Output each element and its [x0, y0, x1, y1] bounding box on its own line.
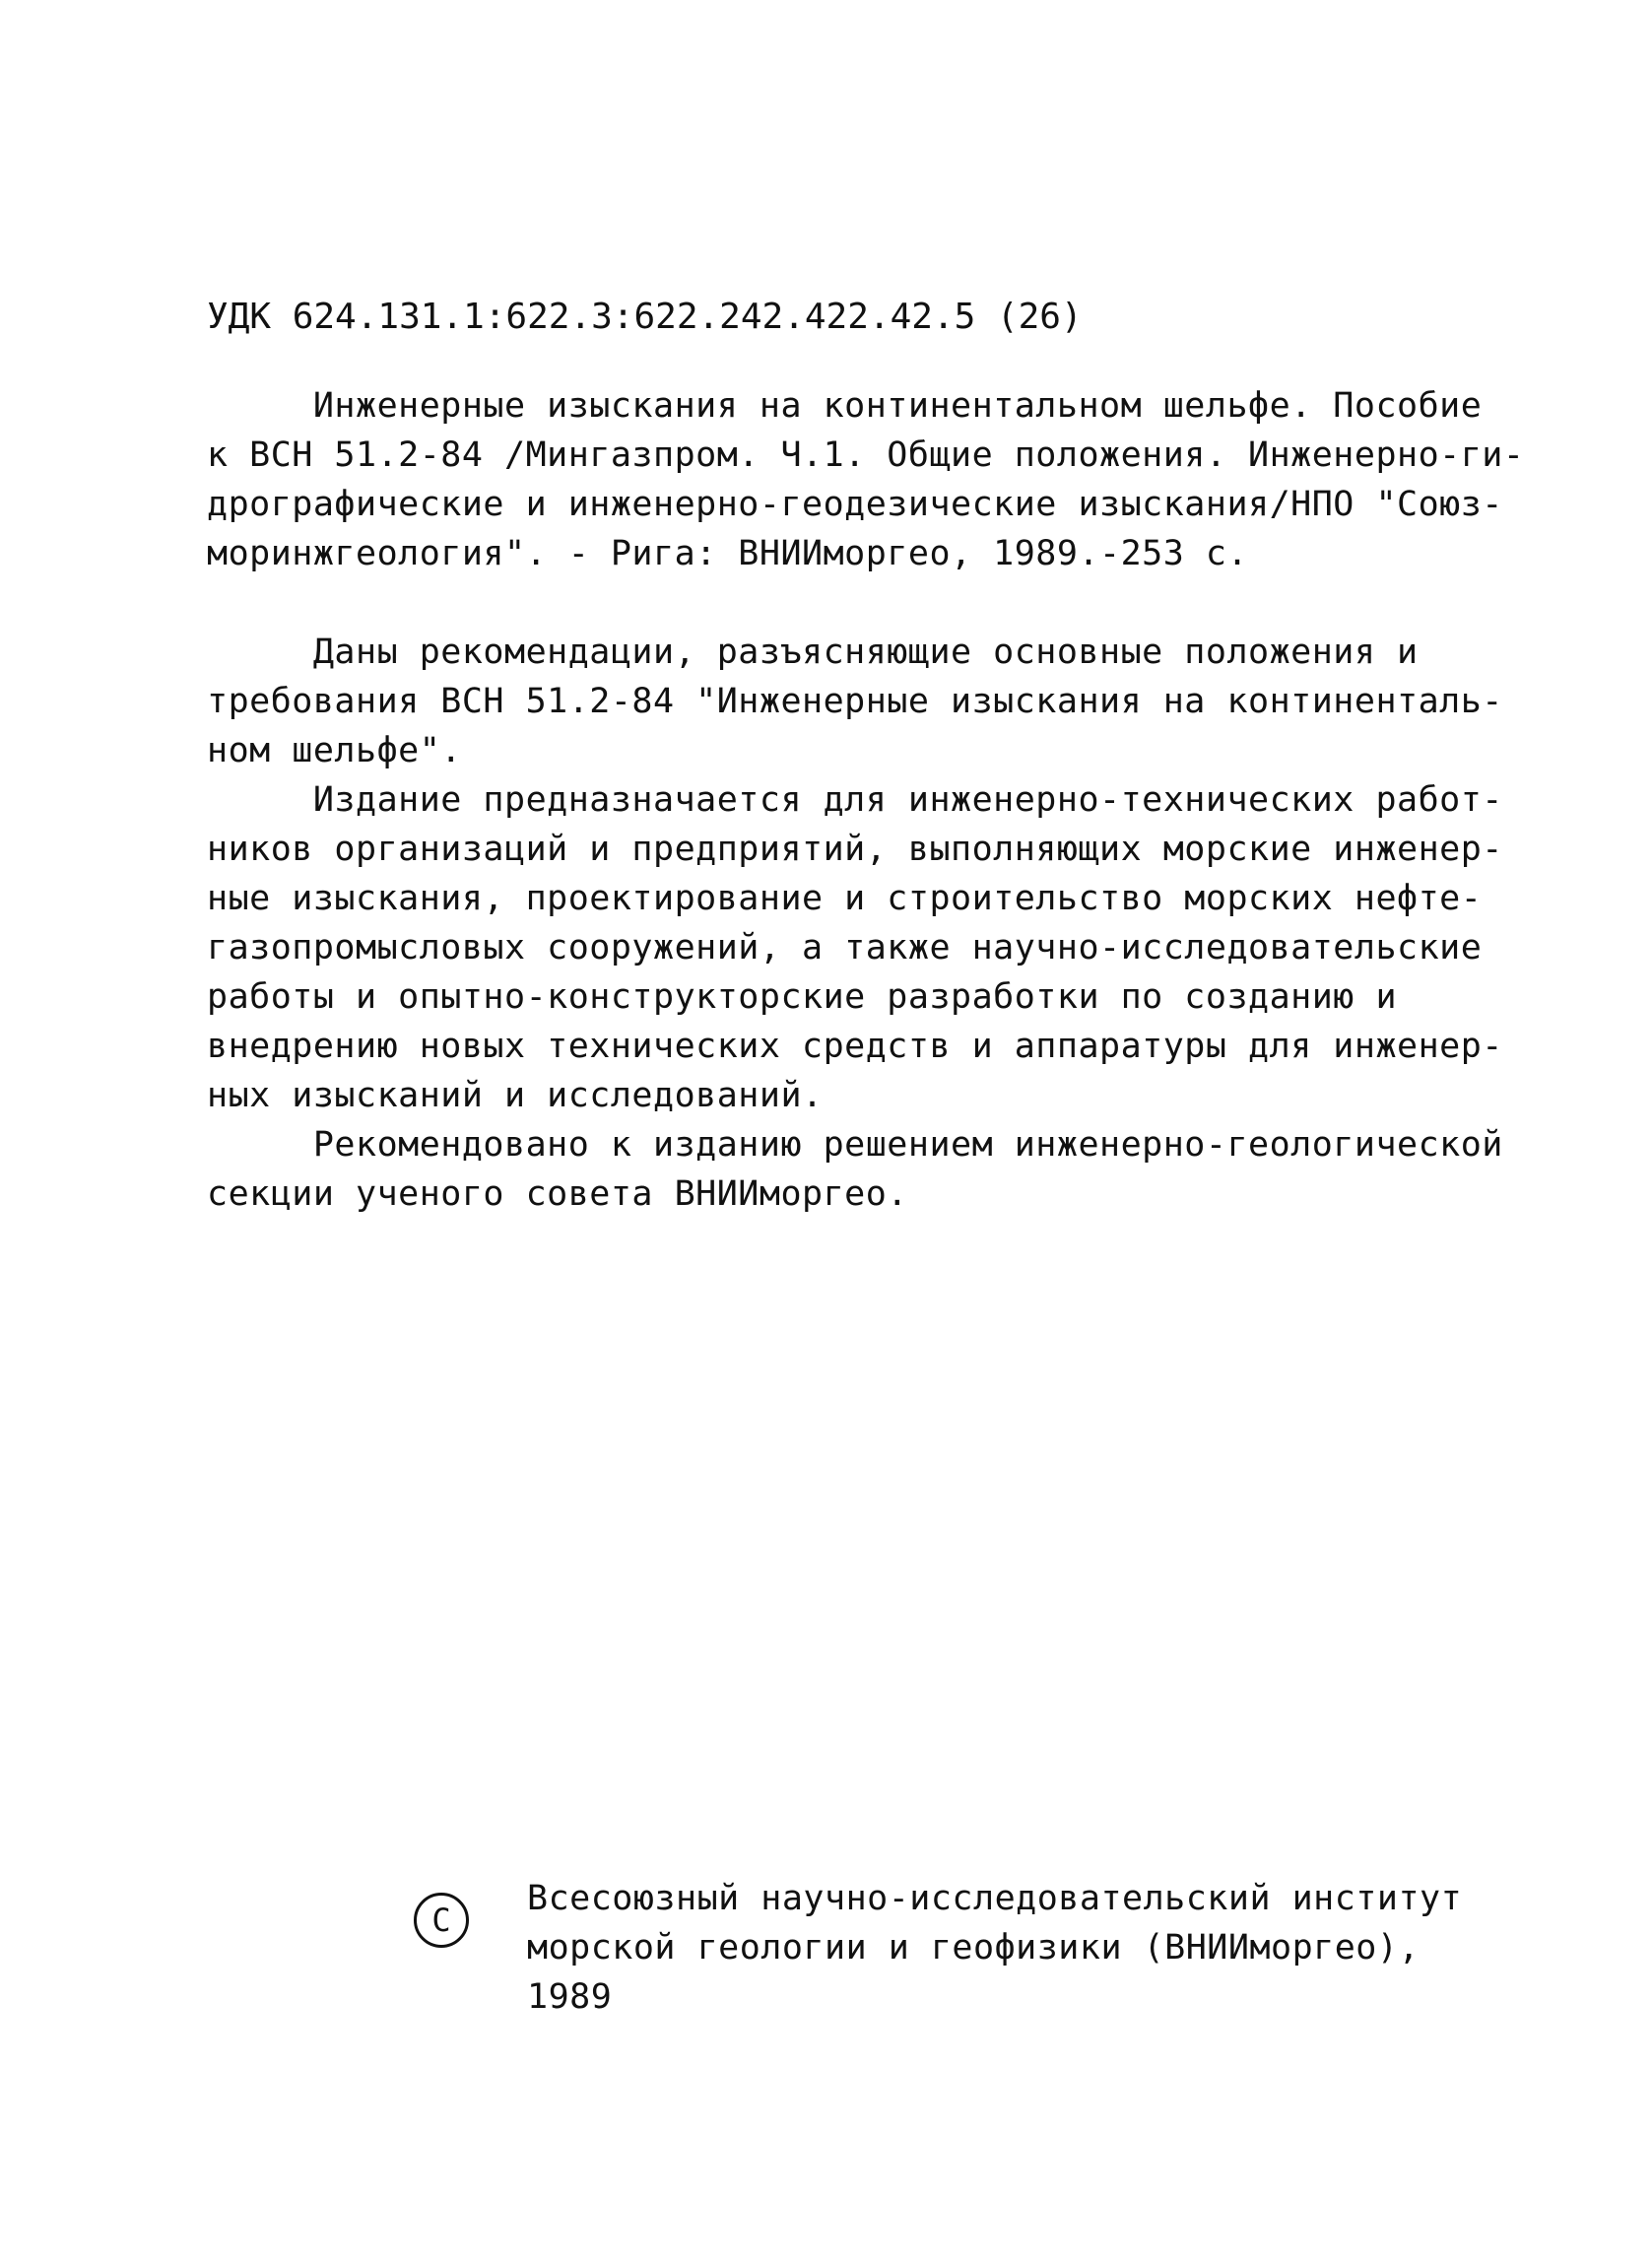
- abstract-line: Даны рекомендации, разъясняющие основные положения и: [207, 633, 1419, 672]
- abstract-line: требования ВСН 51.2-84 "Инженерные изыскания на континенталь-: [207, 682, 1503, 721]
- abstract-line: внедрению новых технических средств и аппаратуры для инженер-: [207, 1027, 1503, 1066]
- abstract-line: секции ученого совета ВНИИморгео.: [207, 1174, 908, 1214]
- bibliography-line: моринжгеология". - Рига: ВНИИморгео, 1989.-253 с.: [207, 534, 1249, 573]
- abstract-line: ников организаций и предприятий, выполняющих морские инженер-: [207, 830, 1503, 869]
- copyright-line: морской геологии и геофизики (ВНИИморгео),: [527, 1928, 1421, 1968]
- copyright-line: 1989: [527, 1977, 613, 2017]
- bibliography-line: к ВСН 51.2-84 /Мингазпром. Ч.1. Общие положения. Инженерно-ги-: [207, 435, 1525, 475]
- abstract-line: газопромысловых сооружений, а также научно-исследовательские: [207, 928, 1483, 967]
- abstract-line: ном шельфе".: [207, 731, 462, 770]
- abstract-line: Рекомендовано к изданию решением инженерно-геологической: [207, 1125, 1503, 1165]
- bibliography-line: дрографические и инженерно-геодезические изыскания/НПО "Союз-: [207, 485, 1503, 524]
- abstract-line: Издание предназначается для инженерно-технических работ-: [207, 780, 1503, 820]
- copyright-notice: [414, 1877, 1497, 2035]
- abstract-line: ных изысканий и исследований.: [207, 1076, 824, 1115]
- bibliography-line: Инженерные изыскания на континентальном шельфе. Пособие: [207, 386, 1483, 426]
- copyright-line: Всесоюзный научно-исследовательский институт: [527, 1879, 1463, 1918]
- abstract-line: ные изыскания, проектирование и строительство морских нефте-: [207, 879, 1483, 918]
- abstract-line: работы и опытно-конструкторские разработки по созданию и: [207, 977, 1398, 1017]
- udk-code: УДК 624.131.1:622.3:622.242.422.42.5 (26): [207, 297, 1083, 337]
- copyright-icon: С: [414, 1893, 469, 1948]
